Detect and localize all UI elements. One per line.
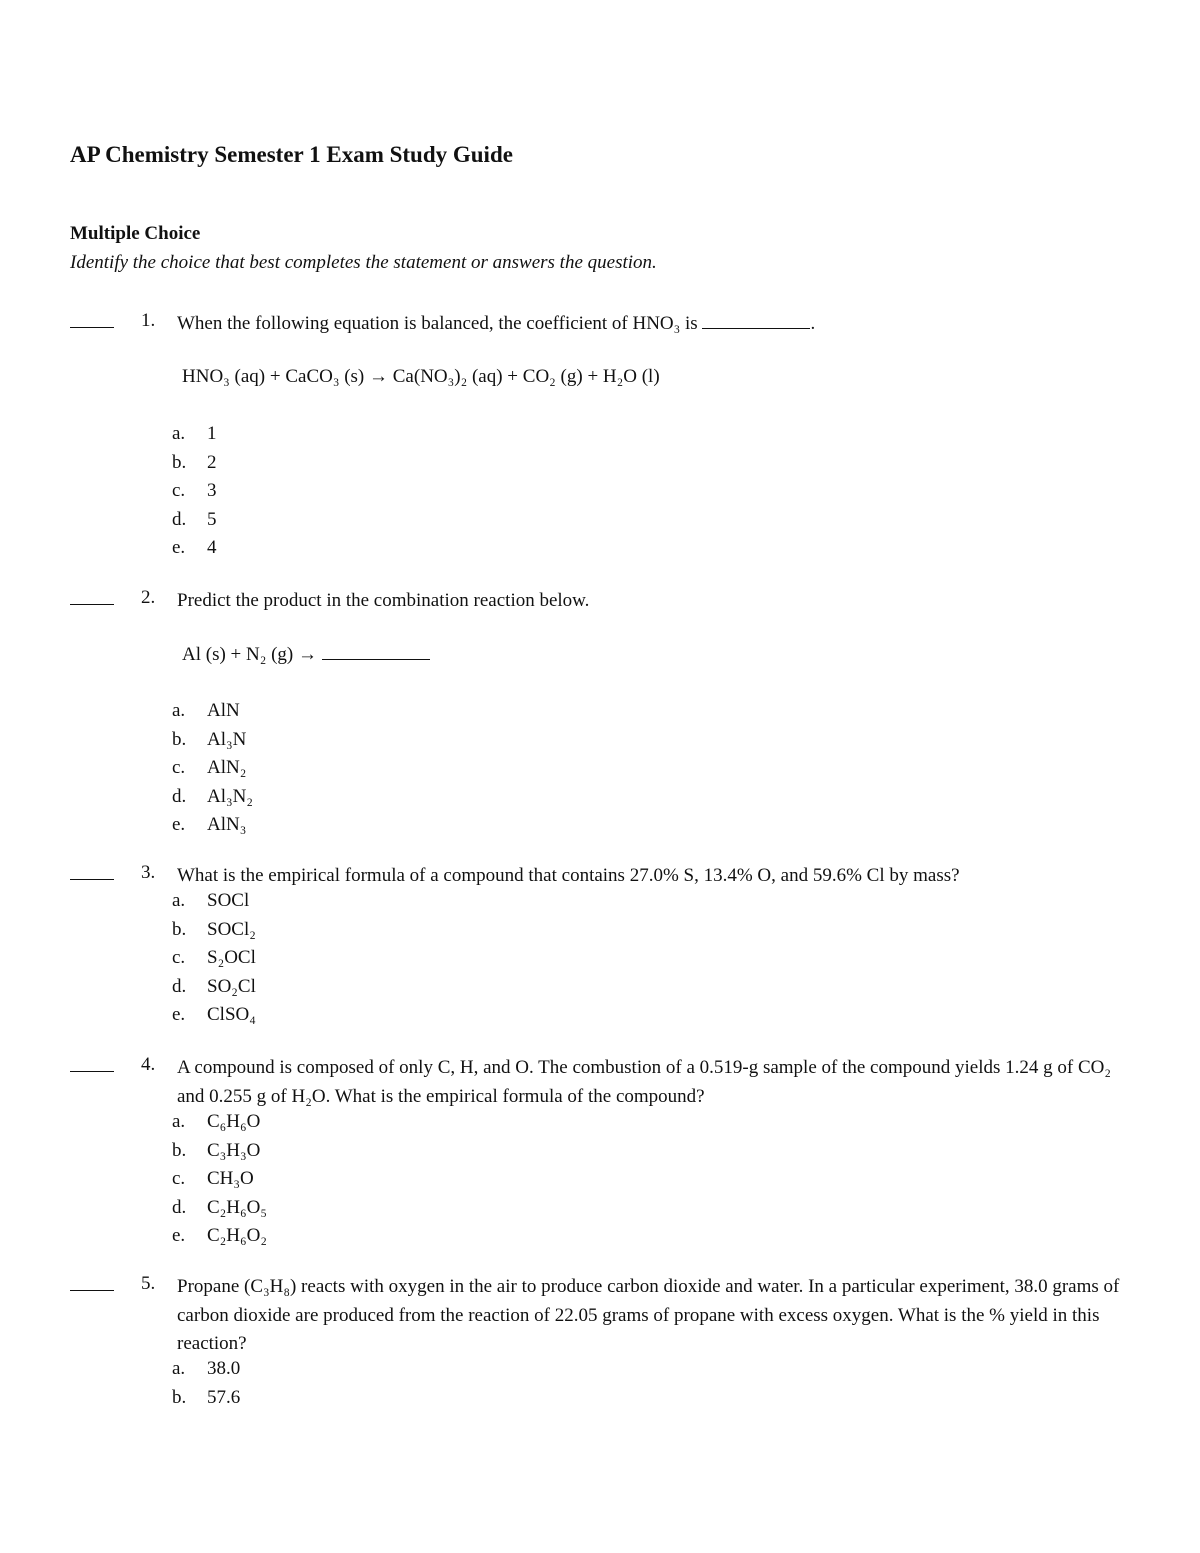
choice-letter: a. <box>172 423 186 444</box>
choice-b[interactable] <box>172 726 253 755</box>
choice-a[interactable] <box>172 420 217 449</box>
choice-c[interactable] <box>172 1165 267 1194</box>
choice-e[interactable] <box>172 1001 256 1030</box>
choice-text: 1 <box>207 423 217 444</box>
section-heading: Multiple Choice <box>70 223 201 244</box>
choice-list <box>172 420 217 563</box>
choice-e[interactable] <box>172 1222 267 1251</box>
answer-blank[interactable] <box>70 1071 114 1072</box>
choice-letter: b. <box>172 728 187 750</box>
answer-blank[interactable] <box>70 1290 114 1291</box>
choice-letter: e. <box>172 1225 186 1246</box>
question-number: 5. <box>141 1273 156 1294</box>
choice-b[interactable] <box>172 916 256 945</box>
question-stem: What is the empirical formula of a compound that contains 27.0% S, 13.4% O, and 59.6% Cl by mass? <box>177 865 960 886</box>
choice-text: SO₂Cl <box>207 975 256 997</box>
choice-d[interactable] <box>172 1194 267 1223</box>
choice-d[interactable] <box>172 973 256 1002</box>
choice-c[interactable] <box>172 477 217 506</box>
fill-in-blank <box>702 312 810 329</box>
choice-e[interactable] <box>172 534 217 563</box>
choice-text: AlN₃ <box>207 814 247 835</box>
answer-blank[interactable] <box>70 879 114 880</box>
choice-letter: d. <box>172 975 187 997</box>
choice-text: SOCl₂ <box>207 918 256 940</box>
choice-letter: c. <box>172 480 186 501</box>
choice-text: S₂OCl <box>207 947 256 968</box>
choice-letter: e. <box>172 537 186 558</box>
choice-list <box>172 1355 240 1412</box>
choice-letter: b. <box>172 918 187 940</box>
choice-text: ClSO₄ <box>207 1004 256 1025</box>
choice-letter: e. <box>172 1004 186 1025</box>
question-number: 1. <box>141 310 156 331</box>
choice-b[interactable] <box>172 1384 240 1413</box>
choice-a[interactable] <box>172 1355 240 1384</box>
choice-b[interactable] <box>172 1137 267 1166</box>
choice-a[interactable] <box>172 1108 267 1137</box>
choice-list <box>172 887 256 1030</box>
choice-letter: a. <box>172 890 186 911</box>
choice-a[interactable] <box>172 697 253 726</box>
choice-text: C₆H₆O <box>207 1111 261 1132</box>
answer-blank[interactable] <box>70 604 114 605</box>
choice-letter: d. <box>172 785 187 807</box>
choice-letter: e. <box>172 814 186 835</box>
choice-letter: c. <box>172 947 186 968</box>
answer-blank[interactable] <box>70 327 114 328</box>
choice-text: 38.0 <box>207 1358 241 1379</box>
page-title: AP Chemistry Semester 1 Exam Study Guide <box>70 142 513 167</box>
choice-letter: b. <box>172 1139 187 1161</box>
choice-e[interactable] <box>172 811 253 840</box>
choice-list <box>172 697 253 840</box>
choice-a[interactable] <box>172 887 256 916</box>
instructions-text: Identify the choice that best completes the statement or answers the question. <box>70 252 657 273</box>
choice-b[interactable] <box>172 449 217 478</box>
choice-letter: c. <box>172 757 186 778</box>
choice-letter: a. <box>172 1111 186 1132</box>
choice-text: CH₃O <box>207 1168 254 1189</box>
choice-letter: b. <box>172 1386 187 1408</box>
choice-letter: d. <box>172 1196 187 1218</box>
chemical-equation <box>182 643 430 666</box>
equation-text: Al (s) + N₂ (g) → <box>182 644 318 665</box>
choice-text: 4 <box>207 537 217 558</box>
choice-text: C₂H₆O₅ <box>207 1196 267 1218</box>
choice-d[interactable] <box>172 783 253 812</box>
choice-letter: b. <box>172 451 187 473</box>
choice-text: AlN <box>207 700 240 721</box>
choice-d[interactable] <box>172 506 217 535</box>
choice-text: SOCl <box>207 890 250 911</box>
question-stem: A compound is composed of only C, H, and O. The combustion of a 0.519-g sample of the compound yields 1.24 g of CO₂ and 0.255 g of H₂O. What is the empirical formula of the compound? <box>177 1057 1111 1107</box>
question-number: 2. <box>141 587 156 608</box>
choice-c[interactable] <box>172 944 256 973</box>
choice-letter: a. <box>172 700 186 721</box>
choice-text: 57.6 <box>207 1386 241 1408</box>
question-text-end: . <box>810 313 816 334</box>
choice-text: 5 <box>207 508 217 530</box>
question-stem: Propane (C₃H₈) reacts with oxygen in the air to produce carbon dioxide and water. In a particular experiment, 38.0 grams of carbon dioxide are produced from the reaction of 22.05 grams of propane with excess oxygen. What is the % yield in this reaction? <box>177 1276 1120 1354</box>
question-number: 3. <box>141 862 156 883</box>
question-text: When the following equation is balanced, the coefficient of HNO₃ is <box>177 313 698 334</box>
choice-text: AlN₂ <box>207 757 247 778</box>
choice-letter: d. <box>172 508 187 530</box>
choice-text: Al₃N₂ <box>207 785 253 807</box>
question-stem <box>177 310 1137 339</box>
choice-letter: c. <box>172 1168 186 1189</box>
choice-text: 3 <box>207 480 217 501</box>
question-stem: Predict the product in the combination reaction below. <box>177 590 590 611</box>
choice-text: 2 <box>207 451 217 473</box>
choice-text: C₃H₃O <box>207 1139 261 1161</box>
question-number: 4. <box>141 1054 156 1075</box>
chemical-equation: HNO₃ (aq) + CaCO₃ (s) → Ca(NO₃)₂ (aq) + CO₂ (g) + H₂O (l) <box>182 366 660 387</box>
choice-c[interactable] <box>172 754 253 783</box>
choice-list <box>172 1108 267 1251</box>
choice-text: Al₃N <box>207 728 247 750</box>
fill-in-blank <box>322 643 430 660</box>
choice-text: C₂H₆O₂ <box>207 1225 267 1246</box>
choice-letter: a. <box>172 1358 186 1379</box>
